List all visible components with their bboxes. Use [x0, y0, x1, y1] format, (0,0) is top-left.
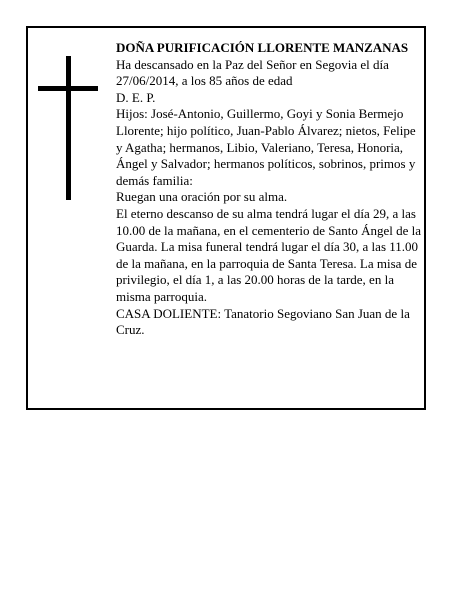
cross-icon	[38, 56, 98, 200]
prayer-request: Ruegan una oración por su alma.	[116, 189, 288, 205]
family-list: Hijos: José-Antonio, Guillermo, Goyi y Sonia Bermejo Llorente; hijo político, Juan-Pablo Álvarez; nietos, Felipe y Agatha; hermanos, Libio, Valeriano, Teresa, Honoria, Ángel y Salvador; hermanos políticos, sobrinos, primos y demás familia:	[116, 106, 416, 188]
deceased-name: DOÑA PURIFICACIÓN LLORENTE MANZANAS	[116, 40, 409, 55]
mourning-house: CASA DOLIENTE: Tanatorio Segoviano San Juan de la Cruz.	[116, 305, 410, 338]
obituary-text	[116, 40, 422, 339]
rested-statement: Ha descansado en la Paz del Señor en Segovia el día 27/06/2014, a los 85 años de edad	[116, 56, 389, 89]
rip-line: D. E. P.	[116, 89, 156, 105]
cross-horizontal-bar	[38, 86, 98, 91]
cross-vertical-bar	[66, 56, 71, 200]
service-details: El eterno descanso de su alma tendrá lugar el día 29, a las 10.00 de la mañana, en el cementerio de Santo Ángel de la Guarda. La misa funeral tendrá lugar el día 30, a las 11.00 de la mañana, en la parroquia de Santa Teresa. La misa de privilegio, el día 1, a las 20.00 horas de la tarde, en la misma parroquia.	[116, 205, 422, 304]
obituary-notice	[26, 26, 426, 410]
